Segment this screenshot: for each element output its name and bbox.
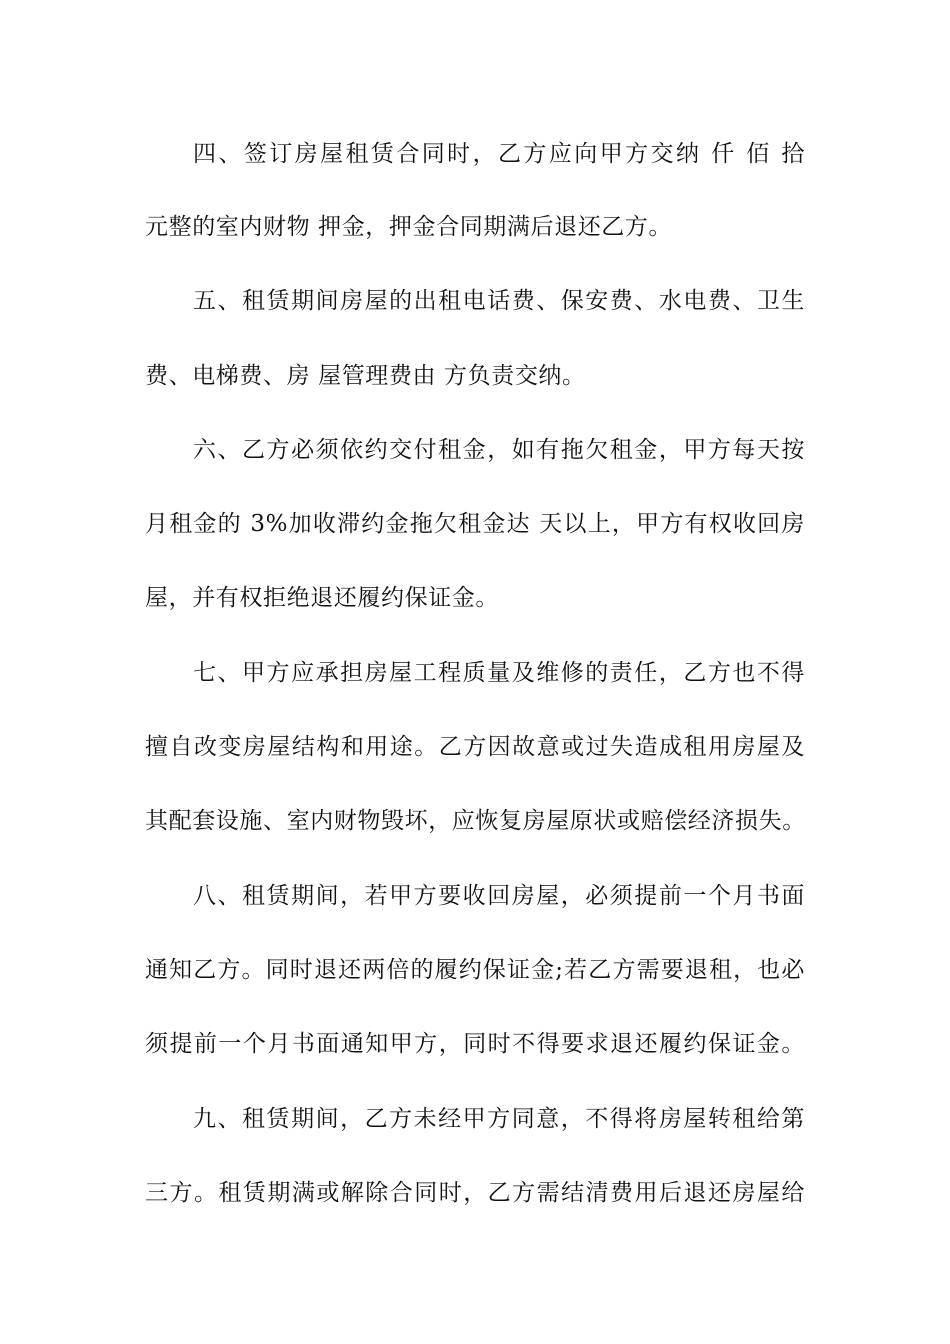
clause-5-line-1: 五、租赁期间房屋的出租电话费、保安费、水电费、卫生 [193, 288, 805, 314]
clause-7-line-2: 擅自改变房屋结构和用途。乙方因故意或过失造成租用房屋及 [145, 734, 805, 760]
clause-4-line-1: 四、签订房屋租赁合同时，乙方应向甲方交纳 仟 佰 拾 [193, 141, 805, 167]
clause-6-line-2: 月租金的 3%加收滞约金拖欠租金达 天以上，甲方有权收回房 [145, 511, 805, 537]
clause-7-line-3: 其配套设施、室内财物毁坏，应恢复房屋原状或赔偿经济损失。 [145, 808, 806, 834]
clause-4-line-2: 元整的室内财物 押金，押金合同期满后退还乙方。 [145, 214, 673, 240]
clause-8-line-3: 须提前一个月书面通知甲方，同时不得要求退还履约保证金。 [145, 1031, 805, 1057]
clause-9-line-1: 九、租赁期间，乙方未经甲方同意，不得将房屋转租给第 [193, 1106, 805, 1132]
clause-7-line-1: 七、甲方应承担房屋工程质量及维修的责任，乙方也不得 [193, 660, 805, 686]
clause-6-line-1: 六、乙方必须依约交付租金，如有拖欠租金，甲方每天按 [193, 437, 805, 463]
clause-8-line-2: 通知乙方。同时退还两倍的履约保证金;若乙方需要退租，也必 [145, 957, 805, 983]
clause-9-line-2: 三方。租赁期满或解除合同时，乙方需结清费用后退还房屋给 [145, 1180, 805, 1206]
clause-8-line-1: 八、租赁期间，若甲方要收回房屋，必须提前一个月书面 [193, 883, 805, 909]
clause-5-line-2: 费、电梯费、房 屋管理费由 方负责交纳。 [145, 363, 586, 389]
clause-6-line-3: 屋，并有权拒绝退还履约保证金。 [145, 585, 499, 611]
